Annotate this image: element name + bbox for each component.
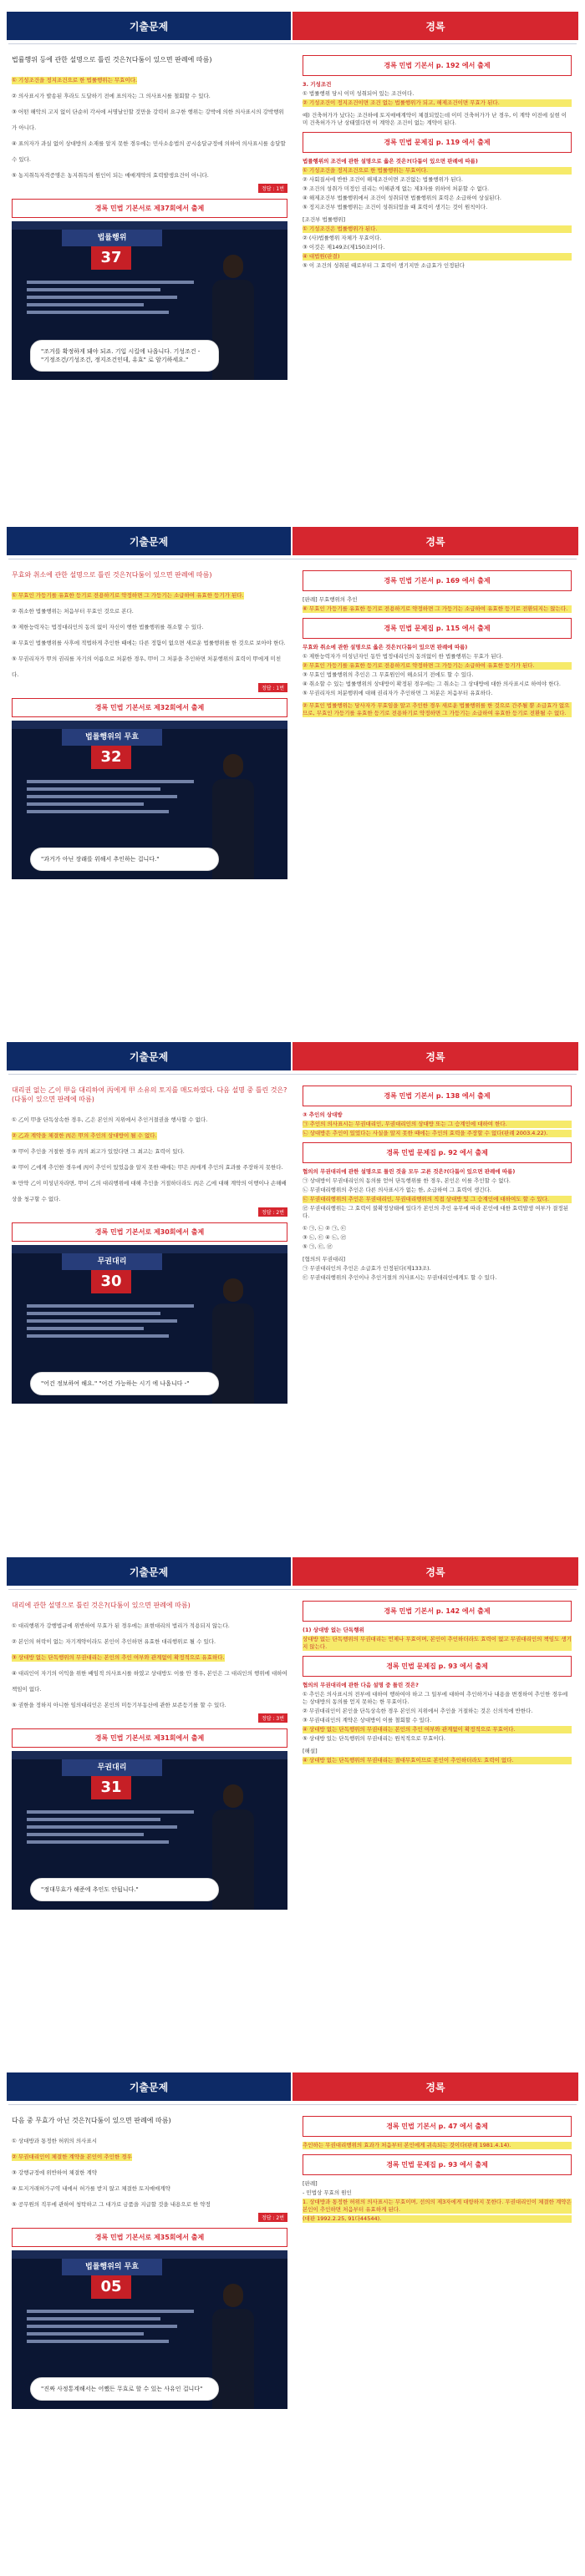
reference-title-box: 경록 민법 기본서 p. 47 에서 출제 xyxy=(303,2116,572,2137)
answer-badge: 정답 : 1번 xyxy=(258,184,287,193)
answer-option: ① 무효인 가등기를 유효한 등기로 전용하기로 약정하면 그 가등기는 소급하여 유효한 등기가 된다. xyxy=(12,592,244,599)
answer-option: ⑤ 농지취득자격증명은 농지취득의 원인이 되는 매매계약의 효력발생요건이 아니다. xyxy=(12,172,209,179)
reference-text: ③ 이것은 제149조(제150조)이다. xyxy=(303,244,385,251)
video-top-bar xyxy=(12,1751,287,1759)
answer-badge: 정답 : 2번 xyxy=(258,2213,287,2222)
reference-text: [협의의 무권대리] xyxy=(303,1256,346,1263)
video-number: 31 xyxy=(91,1776,131,1799)
reference-text: 추인하는 무권대리행위의 효과가 처음부터 본인에게 귀속되는 것이다(판례 1981.4.14). xyxy=(303,2142,572,2149)
exam-source-box: 경록 민법 기본서로 제32회에서 출제 xyxy=(12,698,287,717)
speech-bubble: "진짜 사정통계해서는 어쨌든 무효로 할 수 있는 사유인 겁니다" xyxy=(30,2377,219,2401)
exam-source-box: 경록 민법 기본서로 제37회에서 출제 xyxy=(12,199,287,218)
lecture-video[interactable] xyxy=(12,1245,287,1404)
reference-text: ④ 해제조건부 법률행위에서 조건이 성취되면 법률행위의 효력은 소급하여 상실된다. xyxy=(303,195,501,201)
answer-option: ① 乙이 甲을 단독상속한 경우, 乙은 본인의 지위에서 추인거절권을 행사할 수 없다. xyxy=(12,1116,208,1123)
video-title: 법률행위 xyxy=(62,230,162,246)
answer-option: ① 기성조건을 정지조건으로 한 법률행위는 무효이다. xyxy=(12,77,138,84)
reference-column xyxy=(303,1081,572,1283)
reference-text: ② 무효인 법률행위는 당사자가 무효임을 알고 추인한 경우 새로운 법률행위를 한 것으로 간주될 뿐 소급효가 없으므로, 무효인 가등기를 유효한 등기로 전용하기로 약정하면 그 가등기는 소급하여 유효한 등기로 전환될 수 없다. xyxy=(303,702,572,717)
answer-option: ② 본인의 허락이 없는 자기계약이라도 본인이 추인하면 유효한 대리행위로 될 수 있다. xyxy=(12,1638,216,1645)
reference-column xyxy=(303,50,572,271)
answer-option: ② 취소한 법률행위는 처음부터 무효인 것으로 본다. xyxy=(12,608,134,615)
question-column xyxy=(12,1081,287,1404)
reference-title-box: 경록 민법 문제집 p. 115 에서 출제 xyxy=(303,618,572,639)
video-title: 무권대리 xyxy=(62,1253,162,1270)
reference-text: ⑤ ㉠, ㉢, ㉣ xyxy=(303,1243,333,1250)
video-title: 무권대리 xyxy=(62,1759,162,1776)
video-top-bar xyxy=(12,221,287,230)
past-exam-header: 기출문제 xyxy=(7,2072,291,2101)
reference-text: ⑤ 무권리자의 처분행위에 대해 권리자가 추인하면 그 처분은 처음부터 유효하다. xyxy=(303,690,493,696)
answer-option: ⑤ 권한을 정하지 아니한 임의대리인은 본인의 미등기부동산에 관한 보존등기를 할 수 있다. xyxy=(12,1702,226,1708)
answer-badge: 정답 : 1번 xyxy=(258,683,287,692)
reference-text: ㉠ 상대방이 무권대리인의 동의를 얻어 단독행위를 한 경우, 본인은 이를 추인할 수 없다. xyxy=(303,1177,511,1184)
answer-badge: 정답 : 2번 xyxy=(258,1207,287,1217)
past-exam-header: 기출문제 xyxy=(7,12,291,40)
answer-option: ⑤ 공무원의 직무에 관하여 청탁하고 그 대가로 금품을 지급할 것을 내용으로 한 약정 xyxy=(12,2201,211,2208)
answer-option: ④ 무효인 법률행위를 사후에 적법하게 추인한 때에는 다른 정함이 없으면 새로운 법률행위를 한 것으로 보아야 한다. xyxy=(12,640,286,646)
section-05 xyxy=(0,2061,585,2524)
lecture-video[interactable] xyxy=(12,721,287,879)
past-exam-header: 기출문제 xyxy=(7,527,291,555)
reference-text: ② (사)법률행위 자체가 무효이다. xyxy=(303,235,382,241)
reference-column xyxy=(303,2111,572,2224)
reference-text: (1) 상대방 없는 단독행위 xyxy=(303,1627,364,1633)
reference-text: ④ 상대방 없는 단독행위의 무권대리는 절대무효이므로 본인이 추인하더라도 효력이 없다. xyxy=(303,1757,572,1764)
reference-title-box: 경록 민법 기본서 p. 142 에서 출제 xyxy=(303,1601,572,1622)
lecture-video[interactable] xyxy=(12,221,287,380)
question-title: 대리에 관한 설명으로 틀린 것은?(다툼이 있으면 판례에 따름) xyxy=(12,1602,191,1609)
section-03 xyxy=(0,1030,585,1494)
reference-text: ⑥ 무효인 가등기를 유효한 등기로 전용하기로 약정하면 그 가등기는 소급하여 유효한 등기로 전환되지는 않는다. xyxy=(303,605,572,613)
past-exam-header: 기출문제 xyxy=(7,1042,291,1070)
answer-option: ② 乙과 계약을 체결한 丙은 甲의 추인의 상대방이 될 수 없다. xyxy=(12,1132,157,1139)
question-column xyxy=(12,565,287,879)
reference-text: 1. 상대방과 통정한 허위의 의사표시는 무효이며, 선의의 제3자에게 대항하지 못한다. 무권대리인이 체결한 계약은 본인이 추인하면 처음부터 유효하게 된다. xyxy=(303,2199,572,2213)
reference-text: 3. 기성조건 xyxy=(303,81,332,88)
section-04 xyxy=(0,1546,585,2009)
reference-text: 협의의 무권대리에 관한 설명으로 틀린 것을 모두 고른 것은?(다툼이 있으면 판례에 따름) xyxy=(303,1168,516,1175)
reference-text: ③ ㉡, ㉢ ④ ㉡, ㉣ xyxy=(303,1234,347,1241)
exam-source-box: 경록 민법 기본서로 제31회에서 출제 xyxy=(12,1728,287,1748)
reference-text: ① 기성조건을 정지조건으로 한 법률행위는 무효이다. xyxy=(303,167,572,175)
answer-option: ④ 토지거래허가구역 내에서 허가를 받지 않고 체결한 토지매매계약 xyxy=(12,2185,170,2192)
section-divider xyxy=(8,2104,577,2105)
question-column xyxy=(12,2111,287,2409)
reference-text: ③ 추인의 상대방 xyxy=(303,1111,343,1118)
reference-title-box: 경록 민법 문제집 p. 93 에서 출제 xyxy=(303,2154,572,2175)
reference-text: 협의의 무권대리에 관한 다음 설명 중 틀린 것은? xyxy=(303,1682,419,1688)
reference-text: ① 법률행위 당시 이미 성취되어 있는 조건이다. xyxy=(303,90,415,97)
reference-text: 상대방 없는 단독행위의 무권대리는 언제나 무효이며, 본인이 추인하더라도 효력이 없고 무권대리인의 책임도 생기지 않는다. xyxy=(303,1636,572,1650)
speech-bubble: "어건 정보하여 해요." "어건 가능하는 시기 에 나옵니다 -" xyxy=(30,1372,219,1395)
answer-option: ④ 표의자가 과실 없이 상대방의 소재를 알지 못한 경우에는 민사소송법의 공시송달규정에 의하여 의사표시를 송달할 수 있다. xyxy=(12,140,286,163)
answer-option: ④ 대리인이 자기의 이익을 위한 배임적 의사표시를 하였고 상대방도 이를 안 경우, 본인은 그 대리인의 행위에 대하여 책임이 없다. xyxy=(12,1670,287,1693)
answer-option: ④ 甲이 乙에게 추인한 경우에 丙이 추인이 있었음을 알지 못한 때에는 甲은 丙에게 추인의 효과를 주장하지 못한다. xyxy=(12,1164,283,1171)
exam-source-box: 경록 민법 기본서로 제30회에서 출제 xyxy=(12,1222,287,1242)
reference-text: ② 무권대리인이 본인을 단독상속한 경우 본인의 지위에서 추인을 거절하는 것은 신의칙에 반한다. xyxy=(303,1708,533,1714)
lecture-video[interactable] xyxy=(12,1751,287,1910)
reference-text: ⑤ 상대방 있는 단독행위의 무권대리는 원칙적으로 무효이다. xyxy=(303,1735,445,1742)
reference-text: ④ 대법원(판결) xyxy=(303,253,572,261)
reference-text: ① 기성조건은 법률행위가 된다. xyxy=(303,225,572,233)
reference-text: ① 추인은 의사표시의 전부에 대하여 행하여야 하고 그 일부에 대하여 추인하거나 내용을 변경하여 추인한 경우에는 상대방의 동의를 얻지 못하는 한 무효이다. xyxy=(303,1691,568,1705)
reference-text: ② 무효인 가등기를 유효한 등기로 전용하기로 약정하면 그 가등기는 소급하여 유효한 등기가 된다. xyxy=(303,662,572,670)
video-number: 05 xyxy=(91,2275,131,2299)
reference-title-box: 경록 민법 문제집 p. 119 에서 출제 xyxy=(303,132,572,153)
reference-text: ㉡ 무권대리행위의 추인은 다른 의사표시가 없는 한, 소급하여 그 효력이 생긴다. xyxy=(303,1187,491,1193)
reference-title-box: 경록 민법 기본서 p. 169 에서 출제 xyxy=(303,570,572,591)
reference-text: [판례] xyxy=(303,2180,318,2187)
video-number: 32 xyxy=(91,746,131,769)
answer-option: ① 대리행위가 강행법규에 위반하여 무효가 된 경우에는 표현대리의 법리가 적용되지 않는다. xyxy=(12,1622,230,1629)
video-title: 법률행위의 무효 xyxy=(62,2259,162,2275)
video-number: 37 xyxy=(91,246,131,270)
reference-column xyxy=(303,1596,572,1766)
answer-option: ③ 甲이 추인을 거절한 경우 丙의 최고가 있었다면 그 최고는 효력이 있다. xyxy=(12,1148,185,1155)
answer-option: ③ 어떤 해악의 고지 없이 단순히 각서에 서명날인할 것만을 강력히 요구한 행위는 강박에 의한 의사표시의 강박행위가 아니다. xyxy=(12,109,284,131)
kyungrok-header: 경록 xyxy=(292,1042,578,1070)
answer-option: ③ 상대방 없는 단독행위의 무권대리는 본인의 추인 여부와 관계없이 확정적으로 유효하다. xyxy=(12,1654,225,1661)
question-column xyxy=(12,1596,287,1910)
video-top-bar xyxy=(12,721,287,729)
answer-option: ① 상대방과 통정한 허위의 의사표시 xyxy=(12,2138,97,2144)
answer-badge: 정답 : 3번 xyxy=(258,1713,287,1723)
exam-source-box: 경록 민법 기본서로 제35회에서 출제 xyxy=(12,2228,287,2247)
reference-text: 무효와 취소에 관한 설명으로 옳은 것은?(다툼이 있으면 판례에 따름) xyxy=(303,644,468,650)
section-divider xyxy=(8,1589,577,1590)
question-title: 법률행위 등에 관한 설명으로 틀린 것은?(다툼이 있으면 판례에 따름) xyxy=(12,56,212,63)
reference-text: ④ 취소할 수 있는 법률행위의 상대방이 확정된 경우에는 그 취소는 그 상대방에 대한 의사표시로 하여야 한다. xyxy=(303,681,561,687)
reference-text: 예) 건축허가가 났다는 조건하에 토지매매계약이 체결되었는데 이미 건축허가가 난 경우, 이 계약 이전에 실현 이미 건축허가가 난 상태였다면 이 계약은 조건이 없는 계약이 된다. xyxy=(303,112,567,126)
video-number: 30 xyxy=(91,1270,131,1293)
reference-column xyxy=(303,565,572,719)
answer-option: ⑤ 무권리자가 甲의 권리를 자기의 이름으로 처분한 경우, 甲이 그 처분을 추인하면 처분행위의 효력이 甲에게 미친다. xyxy=(12,655,282,678)
reference-text: ④ 상대방 없는 단독행위의 무권대리는 본인의 추인 여부와 관계없이 확정적으로 무효이다. xyxy=(303,1726,572,1733)
answer-option: ② 의사표시가 발송된 후라도 도달하기 전에 표의자는 그 의사표시를 철회할 수 있다. xyxy=(12,93,211,99)
video-title: 법률행위의 무효 xyxy=(62,729,162,746)
reference-text: [조건부 법률행위] xyxy=(303,216,346,223)
video-top-bar xyxy=(12,1245,287,1253)
reference-text: ② 기성조건이 정지조건이면 조건 없는 법률행위가 되고, 해제조건이면 무효가 된다. xyxy=(303,99,572,107)
section-01 xyxy=(0,0,585,463)
answer-option: ⑤ 만약 乙이 미성년자라면, 甲이 乙의 대리행위에 대해 추인을 거절하더라도 丙은 乙에 대해 계약의 이행이나 손해배상을 청구할 수 없다. xyxy=(12,1180,287,1202)
video-top-bar xyxy=(12,2250,287,2259)
section-02 xyxy=(0,515,585,979)
reference-text: 법률행위의 조건에 관한 설명으로 옳은 것은?(다툼이 있으면 판례에 따름) xyxy=(303,158,478,164)
answer-option: ③ 강행규정에 위반하여 체결한 계약 xyxy=(12,2169,97,2176)
reference-text: - 민법상 무효의 원인 xyxy=(303,2189,352,2196)
reference-title-box: 경록 민법 기본서 p. 192 에서 출제 xyxy=(303,55,572,76)
question-title: 무효와 취소에 관한 설명으로 틀린 것은?(다툼이 있으면 판례에 따름) xyxy=(12,571,212,579)
answer-option: ③ 제한능력자는 법정대리인의 동의 없이 자신이 행한 법률행위를 취소할 수 있다. xyxy=(12,624,204,630)
reference-text: ② 사회질서에 반한 조건이 해제조건이면 조건없는 법률행위가 된다. xyxy=(303,176,463,183)
reference-text: [판례] 무효행위의 추인 xyxy=(303,596,358,603)
reference-text: [해설] xyxy=(303,1748,318,1754)
speech-bubble: "과거가 아닌 장래를 위해서 추인하는 겁니다." xyxy=(30,848,219,871)
reference-title-box: 경록 민법 문제집 p. 93 에서 출제 xyxy=(303,1656,572,1677)
kyungrok-header: 경록 xyxy=(292,1557,578,1586)
question-title: 다음 중 무효가 아닌 것은?(다툼이 있으면 판례에 따름) xyxy=(12,2117,171,2124)
kyungrok-header: 경록 xyxy=(292,12,578,40)
reference-title-box: 경록 민법 기본서 p. 138 에서 출제 xyxy=(303,1086,572,1106)
speech-bubble: "조거를 확정하게 돼야 되죠. 기입 시킬에 나옵니다. 기성조건 - "기정조건/기성조건, 정지조건인데, 유효" 로 암기하세요." xyxy=(30,340,219,372)
reference-text: ㉢ 무권대리행위의 추인이나 추인거절의 의사표시는 무권대리인에게도 할 수 있다. xyxy=(303,1274,497,1281)
past-exam-header: 기출문제 xyxy=(7,1557,291,1586)
lecture-video[interactable] xyxy=(12,2250,287,2409)
kyungrok-header: 경록 xyxy=(292,2072,578,2101)
speech-bubble: "정대무효가 해준에 추인도 안됩니다." xyxy=(30,1878,219,1901)
reference-text: ㉣ 무권대리행위는 그 효력이 불확정상태에 있다가 본인의 추인 유무에 따라 본인에 대한 효력발생 여부가 결정된다. xyxy=(303,1205,568,1219)
section-divider xyxy=(8,43,577,44)
reference-text: ③ 무권대리인의 계약은 상대방이 이를 철회할 수 있다. xyxy=(303,1717,432,1723)
reference-text: ㉠ 추인의 의사표시는 무권대리인, 무권대리인의 상대방 또는 그 승계인에 대하여 한다. xyxy=(303,1121,572,1128)
question-title: 대리권 없는 乙이 甲을 대리하여 丙에게 甲 소유의 토지를 매도하였다. 다음 설명 중 틀린 것은?(다툼이 있으면 판례에 따름) xyxy=(12,1086,287,1103)
reference-text: ① ㉠, ㉡ ② ㉠, ㉢ xyxy=(303,1225,347,1232)
reference-text: ㉡ 상대방은 추인이 있었다는 사실을 알지 못한 때에는 추인의 효력을 주장할 수 없다(판례 2003.4.22). xyxy=(303,1130,572,1137)
reference-text: ① 제한능력자가 미성년자인 동안 법정대리인의 동의없이 한 법률행위는 무효가 된다. xyxy=(303,653,503,660)
reference-text: ③ 조건의 성취가 미정인 권리는 이해관계 없는 제3자를 위하여 처분할 수 없다. xyxy=(303,185,490,192)
reference-text: ③ 무효인 법률행위의 추인은 그 무효원인이 해소되기 전에도 할 수 있다. xyxy=(303,671,474,678)
reference-text: ㉠ 무권대리인의 추인은 소급효가 인정된다(제133조). xyxy=(303,1265,431,1272)
reference-text: ⑤ 정지조건부 법률행위는 조건이 성취되었을 때 효력이 생기는 것이 원칙이다. xyxy=(303,204,488,210)
reference-title-box: 경록 민법 문제집 p. 92 에서 출제 xyxy=(303,1142,572,1163)
reference-text: ⑤ 이 조건의 성취된 때로부터 그 효력이 생기지만 소급효가 인정된다 xyxy=(303,262,465,269)
section-divider xyxy=(8,1074,577,1075)
reference-text: ㉢ 무권대리행위의 추인은 무권대리인, 무권대리행위의 직접 상대방 및 그 승계인에 대하여도 할 수 있다. xyxy=(303,1196,572,1203)
reference-text: (대판 1992.2.25, 91다44544). xyxy=(303,2215,572,2223)
kyungrok-header: 경록 xyxy=(292,527,578,555)
question-column xyxy=(12,50,287,380)
answer-option: ② 무권대리인이 체결한 계약을 본인이 추인한 경우 xyxy=(12,2153,132,2160)
